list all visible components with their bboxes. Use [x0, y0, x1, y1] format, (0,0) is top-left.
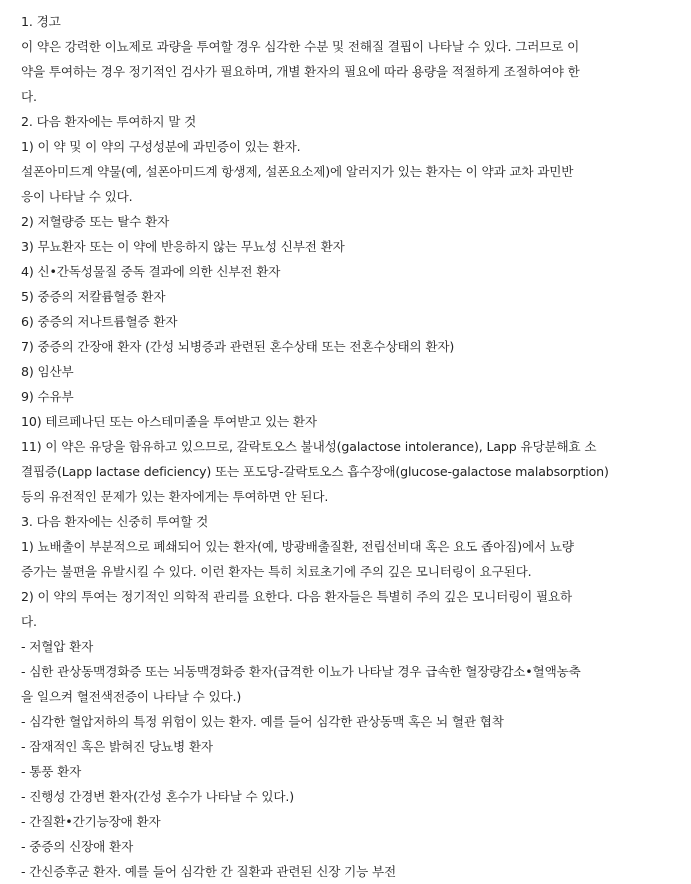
bullet-item: - 심한 관상동맥경화증 또는 뇌동맥경화증 환자(급격한 이뇨가 나타날 경우 급속한 혈장량감소•혈액농축: [21, 664, 581, 679]
list-item: 4) 신•간독성물질 중독 결과에 의한 신부전 환자: [21, 264, 281, 279]
text-line: 증가는 불편을 유발시킬 수 있다. 이런 환자는 특히 치료초기에 주의 깊은 모니터링이 요구된다.: [21, 564, 532, 579]
text-line: 다.: [21, 89, 37, 104]
bullet-item: - 잠재적인 혹은 밝혀진 당뇨병 환자: [21, 739, 213, 754]
list-item: 3) 무뇨환자 또는 이 약에 반응하지 않는 무뇨성 신부전 환자: [21, 239, 345, 254]
list-item: 1) 이 약 및 이 약의 구성성분에 과민증이 있는 환자.: [21, 139, 301, 154]
bullet-item: - 심각한 혈압저하의 특정 위험이 있는 환자. 예를 들어 심각한 관상동맥 혹은 뇌 혈관 협착: [21, 714, 504, 729]
list-item: 6) 중증의 저나트륨혈증 환자: [21, 314, 178, 329]
bullet-item: - 저혈압 환자: [21, 639, 94, 654]
list-item: 2) 이 약의 투여는 정기적인 의학적 관리를 요한다. 다음 환자들은 특별히 주의 깊은 모니터링이 필요하: [21, 589, 573, 604]
text-line: 을 일으켜 혈전색전증이 나타날 수 있다.): [21, 689, 242, 704]
list-item: 5) 중증의 저칼륨혈증 환자: [21, 289, 166, 304]
list-item: 11) 이 약은 유당을 함유하고 있으므로, 갈락토오스 불내성(galactose intolerance), Lapp 유당분해효 소: [21, 439, 597, 454]
section-heading-contraindications: 2. 다음 환자에는 투여하지 말 것: [21, 114, 197, 129]
text-line: 설폰아미드계 약물(예, 설폰아미드계 항생제, 설폰요소제)에 알러지가 있는 환자는 이 약과 교차 과민반: [21, 164, 574, 179]
bullet-item: - 통풍 환자: [21, 764, 82, 779]
text-line: 결핍증(Lapp lactase deficiency) 또는 포도당-갈락토오스 흡수장애(glucose-galactose malabsorption): [21, 464, 609, 479]
bullet-item: - 간신증후군 환자. 예를 들어 심각한 간 질환과 관련된 신장 기능 부전: [21, 864, 397, 879]
text-line: 등의 유전적인 문제가 있는 환자에게는 투여하면 안 된다.: [21, 489, 329, 504]
list-item: 7) 중증의 간장애 환자 (간성 뇌병증과 관련된 혼수상태 또는 전혼수상태의 환자): [21, 339, 455, 354]
text-line: 응이 나타날 수 있다.: [21, 189, 133, 204]
list-item: 10) 테르페나딘 또는 아스테미졸을 투여받고 있는 환자: [21, 414, 317, 429]
bullet-item: - 중증의 신장애 환자: [21, 839, 134, 854]
text-line: 다.: [21, 614, 37, 629]
list-item: 9) 수유부: [21, 389, 74, 404]
bullet-item: - 간질환•간기능장애 환자: [21, 814, 161, 829]
list-item: 8) 임산부: [21, 364, 74, 379]
section-heading-warning: 1. 경고: [21, 14, 61, 29]
text-line: 이 약은 강력한 이뇨제로 과량을 투여할 경우 심각한 수분 및 전해질 결핍이 나타날 수 있다. 그러므로 이: [21, 39, 580, 54]
bullet-item: - 진행성 간경변 환자(간성 혼수가 나타날 수 있다.): [21, 789, 295, 804]
text-line: 약을 투여하는 경우 정기적인 검사가 필요하며, 개별 환자의 필요에 따라 용량을 적절하게 조절하여야 한: [21, 64, 580, 79]
section-heading-precautions: 3. 다음 환자에는 신중히 투여할 것: [21, 514, 209, 529]
list-item: 2) 저혈량증 또는 탈수 환자: [21, 214, 170, 229]
list-item: 1) 뇨배출이 부분적으로 폐쇄되어 있는 환자(예, 방광배출질환, 전립선비대 혹은 요도 좁아짐)에서 뇨량: [21, 539, 574, 554]
